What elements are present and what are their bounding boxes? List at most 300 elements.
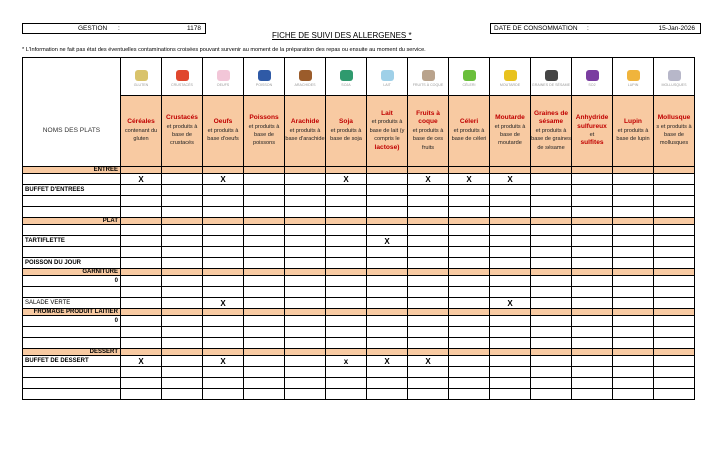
allergen-mark (449, 356, 490, 367)
allergen-icon-label: MOUTARDE (499, 82, 521, 87)
allergen-mark (326, 185, 367, 196)
disclaimer-note: * L'Information ne fait pas état des éventuelles contaminations croisées pouvant survenir au moment de la préparation des repas ou ensuite au moment du service. (22, 47, 426, 53)
dish-name: SALADE VERTE (23, 298, 121, 309)
allergen-header (654, 96, 695, 167)
allergen-mark (367, 276, 408, 287)
dish-name (23, 389, 121, 400)
allergen-mark (367, 174, 408, 185)
allergen-mark (531, 356, 572, 367)
allergen-mark (285, 207, 326, 218)
allergen-description-extra: sulfites (580, 139, 604, 147)
allergen-mark (490, 207, 531, 218)
allergen-mark (244, 298, 285, 309)
allergen-mark (121, 389, 162, 400)
allergen-mark (408, 327, 449, 338)
allergen-icon-cell (490, 58, 531, 96)
allergen-icon-label: CRUSTACÉS (171, 82, 193, 87)
gestion-box (22, 23, 206, 34)
allergen-mark (203, 389, 244, 400)
section-cell (285, 218, 326, 225)
allergen-mark (490, 287, 531, 298)
section-cell (326, 269, 367, 276)
allergen-table (22, 57, 695, 400)
allergen-mark (326, 236, 367, 247)
allergen-description-extra: lactose) (374, 143, 400, 151)
section-cell (285, 269, 326, 276)
allergen-mark (490, 356, 531, 367)
allergen-mark (121, 236, 162, 247)
allergen-mark (326, 389, 367, 400)
allergen-mark (408, 316, 449, 327)
allergen-mark (121, 225, 162, 236)
section-cell (490, 167, 531, 174)
section-label: PLAT (23, 218, 121, 225)
allergen-mark (490, 247, 531, 258)
allergen-mark (613, 287, 654, 298)
allergen-mark (613, 247, 654, 258)
allergen-mark (408, 236, 449, 247)
section-cell (244, 309, 285, 316)
allergen-mark (162, 367, 203, 378)
names-header: NOMS DES PLATS (23, 96, 121, 167)
allergen-mark (203, 207, 244, 218)
allergen-icon-label: LAIT (383, 82, 391, 87)
allergen-mark (244, 236, 285, 247)
page-title: FICHE DE SUIVI DES ALLERGENES * (272, 31, 412, 40)
allergen-mark (121, 276, 162, 287)
allergen-mark (490, 316, 531, 327)
allergen-icon-cell (531, 58, 572, 96)
allergen-mark (285, 338, 326, 349)
allergen-mark (572, 247, 613, 258)
allergen-mark (244, 185, 285, 196)
section-cell (203, 309, 244, 316)
allergen-mark (654, 276, 695, 287)
allergen-name: Poissons (249, 114, 279, 122)
section-label: FROMAGE PRODUIT LAITIER (23, 309, 121, 316)
section-cell (326, 309, 367, 316)
allergen-mark (162, 298, 203, 309)
allergen-mark (121, 287, 162, 298)
allergen-mark (203, 338, 244, 349)
allergen-name: Graines de sésame (533, 109, 569, 126)
allergen-mark (408, 196, 449, 207)
allergen-mark (203, 185, 244, 196)
allergen-mark (162, 338, 203, 349)
allergen-mark (121, 338, 162, 349)
table-row (23, 236, 695, 247)
allergen-mark (244, 287, 285, 298)
table-row (23, 316, 695, 327)
allergen-mark (449, 185, 490, 196)
allergen-mark (408, 258, 449, 269)
allergen-mark (408, 367, 449, 378)
allergen-mark (121, 367, 162, 378)
allergen-mark (326, 298, 367, 309)
allergen-mark (285, 258, 326, 269)
allergen-mark (244, 389, 285, 400)
allergen-mark (654, 185, 695, 196)
allergen-mark: X (449, 174, 490, 185)
allergen-mark (244, 338, 285, 349)
allergen-mark (367, 247, 408, 258)
allergen-mark (572, 196, 613, 207)
allergen-mark (654, 338, 695, 349)
allergen-mark (367, 207, 408, 218)
table-row (23, 367, 695, 378)
allergen-mark (613, 356, 654, 367)
section-cell (203, 167, 244, 174)
section-row (23, 167, 695, 174)
allergen-mark (285, 185, 326, 196)
allergen-mark (531, 338, 572, 349)
allergen-mark (654, 258, 695, 269)
allergen-mark (572, 236, 613, 247)
section-cell (121, 218, 162, 225)
allergen-header (613, 96, 654, 167)
section-cell (531, 218, 572, 225)
section-cell (613, 309, 654, 316)
allergen-mark (613, 338, 654, 349)
allergen-header (326, 96, 367, 167)
allergen-mark (654, 247, 695, 258)
allergen-icon-cell (654, 58, 695, 96)
allergen-mark (408, 287, 449, 298)
section-cell (203, 269, 244, 276)
allergen-mark (654, 356, 695, 367)
milk-icon (381, 70, 394, 81)
section-row (23, 218, 695, 225)
allergen-header (285, 96, 326, 167)
allergen-header (449, 96, 490, 167)
allergen-mark: X (490, 298, 531, 309)
dish-name (23, 174, 121, 185)
section-cell (531, 269, 572, 276)
section-cell (449, 218, 490, 225)
allergen-mark (285, 356, 326, 367)
section-cell (449, 269, 490, 276)
allergen-icon-cell (326, 58, 367, 96)
allergen-mark (285, 298, 326, 309)
allergen-mark (367, 327, 408, 338)
allergen-mark (572, 185, 613, 196)
allergen-mark (531, 174, 572, 185)
nuts-icon (422, 70, 435, 81)
allergen-icon-cell (121, 58, 162, 96)
allergen-mark (285, 389, 326, 400)
allergen-icon-cell (408, 58, 449, 96)
allergen-mark (613, 185, 654, 196)
allergen-mark (654, 316, 695, 327)
allergen-description: et produits à base de ces fruits (412, 127, 444, 151)
allergen-header (408, 96, 449, 167)
allergen-mark (531, 247, 572, 258)
allergen-mark (490, 378, 531, 389)
section-cell (285, 167, 326, 174)
allergen-mark (367, 378, 408, 389)
allergen-mark (203, 258, 244, 269)
allergen-description: et (589, 132, 595, 138)
allergen-name: Lupin (624, 118, 642, 126)
section-cell (162, 167, 203, 174)
allergen-mark (162, 287, 203, 298)
section-label: DESSERT (23, 349, 121, 356)
allergen-mark (449, 276, 490, 287)
allergen-mark (613, 298, 654, 309)
section-cell (285, 309, 326, 316)
allergen-header (162, 96, 203, 167)
section-cell (121, 269, 162, 276)
section-cell (244, 269, 285, 276)
dish-name: BUFFET D'ENTREES (23, 185, 121, 196)
allergen-description: et produits à base de graines de sésame (531, 127, 571, 151)
allergen-mark (490, 367, 531, 378)
allergen-mark (531, 378, 572, 389)
allergen-mark (531, 207, 572, 218)
dish-name (23, 327, 121, 338)
dish-name (23, 378, 121, 389)
allergen-mark (326, 258, 367, 269)
allergen-mark (654, 327, 695, 338)
table-row (23, 378, 695, 389)
allergen-name: Oeufs (213, 118, 233, 126)
section-cell (367, 218, 408, 225)
allergen-name: Céleri (459, 118, 479, 126)
section-cell (203, 218, 244, 225)
allergen-mark (203, 196, 244, 207)
allergen-mark (613, 389, 654, 400)
section-cell (162, 349, 203, 356)
allergen-mark (449, 378, 490, 389)
table-row (23, 327, 695, 338)
section-cell (613, 269, 654, 276)
section-cell (367, 309, 408, 316)
allergen-mark (285, 225, 326, 236)
allergen-mark (408, 185, 449, 196)
table-row (23, 356, 695, 367)
allergen-description: et produits à base d'oeufs (207, 127, 239, 143)
allergen-mark: X (408, 174, 449, 185)
allergen-mark (244, 207, 285, 218)
allergen-mark (654, 196, 695, 207)
allergen-header (572, 96, 613, 167)
allergen-mark (367, 316, 408, 327)
allergen-mark: x (326, 356, 367, 367)
allergen-mark (531, 196, 572, 207)
allergen-mark (490, 196, 531, 207)
allergen-mark (244, 276, 285, 287)
allergen-name: Lait (381, 109, 393, 117)
lupin-icon (627, 70, 640, 81)
allergen-mark (203, 327, 244, 338)
allergen-mark (203, 247, 244, 258)
allergen-mark (203, 225, 244, 236)
allergen-mark (121, 196, 162, 207)
section-cell (408, 269, 449, 276)
table-row (23, 247, 695, 258)
gestion-value: 1178 (187, 25, 201, 32)
allergen-mark (244, 258, 285, 269)
allergen-mark (531, 367, 572, 378)
allergen-mark: X (121, 356, 162, 367)
allergen-mark (121, 298, 162, 309)
allergen-mark (613, 225, 654, 236)
allergen-mark (326, 327, 367, 338)
allergen-mark (572, 225, 613, 236)
allergen-icon-label: POISSON (255, 82, 273, 87)
mollusc-icon (668, 70, 681, 81)
allergen-mark (449, 225, 490, 236)
allergen-mark (572, 207, 613, 218)
allergen-mark (531, 185, 572, 196)
egg-icon (217, 70, 230, 81)
allergen-mark: X (203, 356, 244, 367)
section-cell (490, 269, 531, 276)
section-label: ENTREE (23, 167, 121, 174)
table-row (23, 338, 695, 349)
allergen-mark (121, 258, 162, 269)
allergen-mark (572, 338, 613, 349)
allergen-mark (572, 298, 613, 309)
allergen-mark (203, 287, 244, 298)
allergen-header (490, 96, 531, 167)
allergen-mark (572, 389, 613, 400)
allergen-mark (162, 247, 203, 258)
section-cell (326, 349, 367, 356)
section-cell (203, 349, 244, 356)
allergen-mark (449, 236, 490, 247)
allergen-mark (572, 378, 613, 389)
allergen-mark (654, 236, 695, 247)
allergen-mark (449, 207, 490, 218)
allergen-header (531, 96, 572, 167)
allergen-mark (449, 338, 490, 349)
sesame-icon (545, 70, 558, 81)
section-cell (654, 309, 695, 316)
allergen-mark (285, 196, 326, 207)
allergen-mark (162, 316, 203, 327)
header-row (23, 96, 695, 167)
allergen-mark (285, 287, 326, 298)
table-row (23, 174, 695, 185)
allergen-mark (654, 367, 695, 378)
icon-row-blank (23, 58, 121, 96)
section-cell (121, 309, 162, 316)
dish-name (23, 287, 121, 298)
allergen-mark (572, 276, 613, 287)
allergen-name: Arachide (290, 118, 320, 126)
allergen-mark: X (203, 174, 244, 185)
allergen-mark (367, 225, 408, 236)
allergen-mark (285, 247, 326, 258)
allergen-mark (326, 287, 367, 298)
allergen-description: et produits à base de soja (330, 127, 362, 143)
allergen-mark (654, 225, 695, 236)
allergen-icon-label: ARACHIDES (294, 82, 316, 87)
table-row (23, 276, 695, 287)
allergen-mark (531, 236, 572, 247)
dish-name: BUFFET DE DESSERT (23, 356, 121, 367)
allergen-icon-cell (285, 58, 326, 96)
allergen-mark (613, 316, 654, 327)
section-cell (121, 167, 162, 174)
allergen-mark (572, 316, 613, 327)
allergen-icon-label: SO2 (588, 82, 596, 87)
section-cell (490, 349, 531, 356)
allergen-mark (613, 378, 654, 389)
allergen-mark (162, 225, 203, 236)
allergen-header (367, 96, 408, 167)
allergen-mark (244, 225, 285, 236)
allergen-mark (449, 287, 490, 298)
section-cell (654, 269, 695, 276)
allergen-mark (203, 378, 244, 389)
allergen-icon-cell (162, 58, 203, 96)
allergen-mark (367, 196, 408, 207)
allergen-mark (449, 327, 490, 338)
section-cell (449, 309, 490, 316)
allergen-mark (326, 196, 367, 207)
section-cell (531, 309, 572, 316)
allergen-icon-cell (572, 58, 613, 96)
fish-icon (258, 70, 271, 81)
allergen-mark (162, 327, 203, 338)
allergen-mark (244, 356, 285, 367)
allergen-mark (162, 196, 203, 207)
table-row (23, 389, 695, 400)
allergen-mark (244, 367, 285, 378)
allergen-icon-cell (449, 58, 490, 96)
allergen-mark (654, 298, 695, 309)
section-cell (326, 218, 367, 225)
allergen-mark (203, 316, 244, 327)
allergen-mark (408, 338, 449, 349)
section-label: GARNITURE (23, 269, 121, 276)
allergen-description: contenant du gluten (124, 127, 158, 143)
date-label: DATE DE CONSOMMATION (494, 25, 578, 32)
allergen-mark (285, 378, 326, 389)
allergen-mark (531, 276, 572, 287)
allergen-mark (490, 327, 531, 338)
allergen-mark (613, 196, 654, 207)
allergen-mark (531, 316, 572, 327)
allergen-mark (408, 276, 449, 287)
allergen-mark (121, 378, 162, 389)
allergen-name: Moutarde (495, 114, 525, 122)
allergen-mark (203, 367, 244, 378)
allergen-mark (654, 207, 695, 218)
allergen-description: s et produits à base de mollusques (656, 123, 692, 147)
allergen-mark (490, 258, 531, 269)
allergen-mark (326, 207, 367, 218)
date-separator: : (587, 25, 589, 32)
allergen-mark (162, 174, 203, 185)
allergen-description: et produits à base de crustacés (166, 123, 198, 147)
section-cell (408, 349, 449, 356)
section-cell (408, 218, 449, 225)
allergen-mark (613, 276, 654, 287)
allergen-description: et produits à base de lait (y compris le (369, 119, 405, 143)
allergen-mark (490, 225, 531, 236)
allergen-mark (203, 236, 244, 247)
allergen-mark (531, 327, 572, 338)
dish-name: 0 (23, 276, 121, 287)
section-cell (367, 269, 408, 276)
allergen-mark (408, 389, 449, 400)
allergen-mark (490, 338, 531, 349)
allergen-mark (490, 389, 531, 400)
date-value: 15-Jan-2026 (658, 25, 695, 32)
